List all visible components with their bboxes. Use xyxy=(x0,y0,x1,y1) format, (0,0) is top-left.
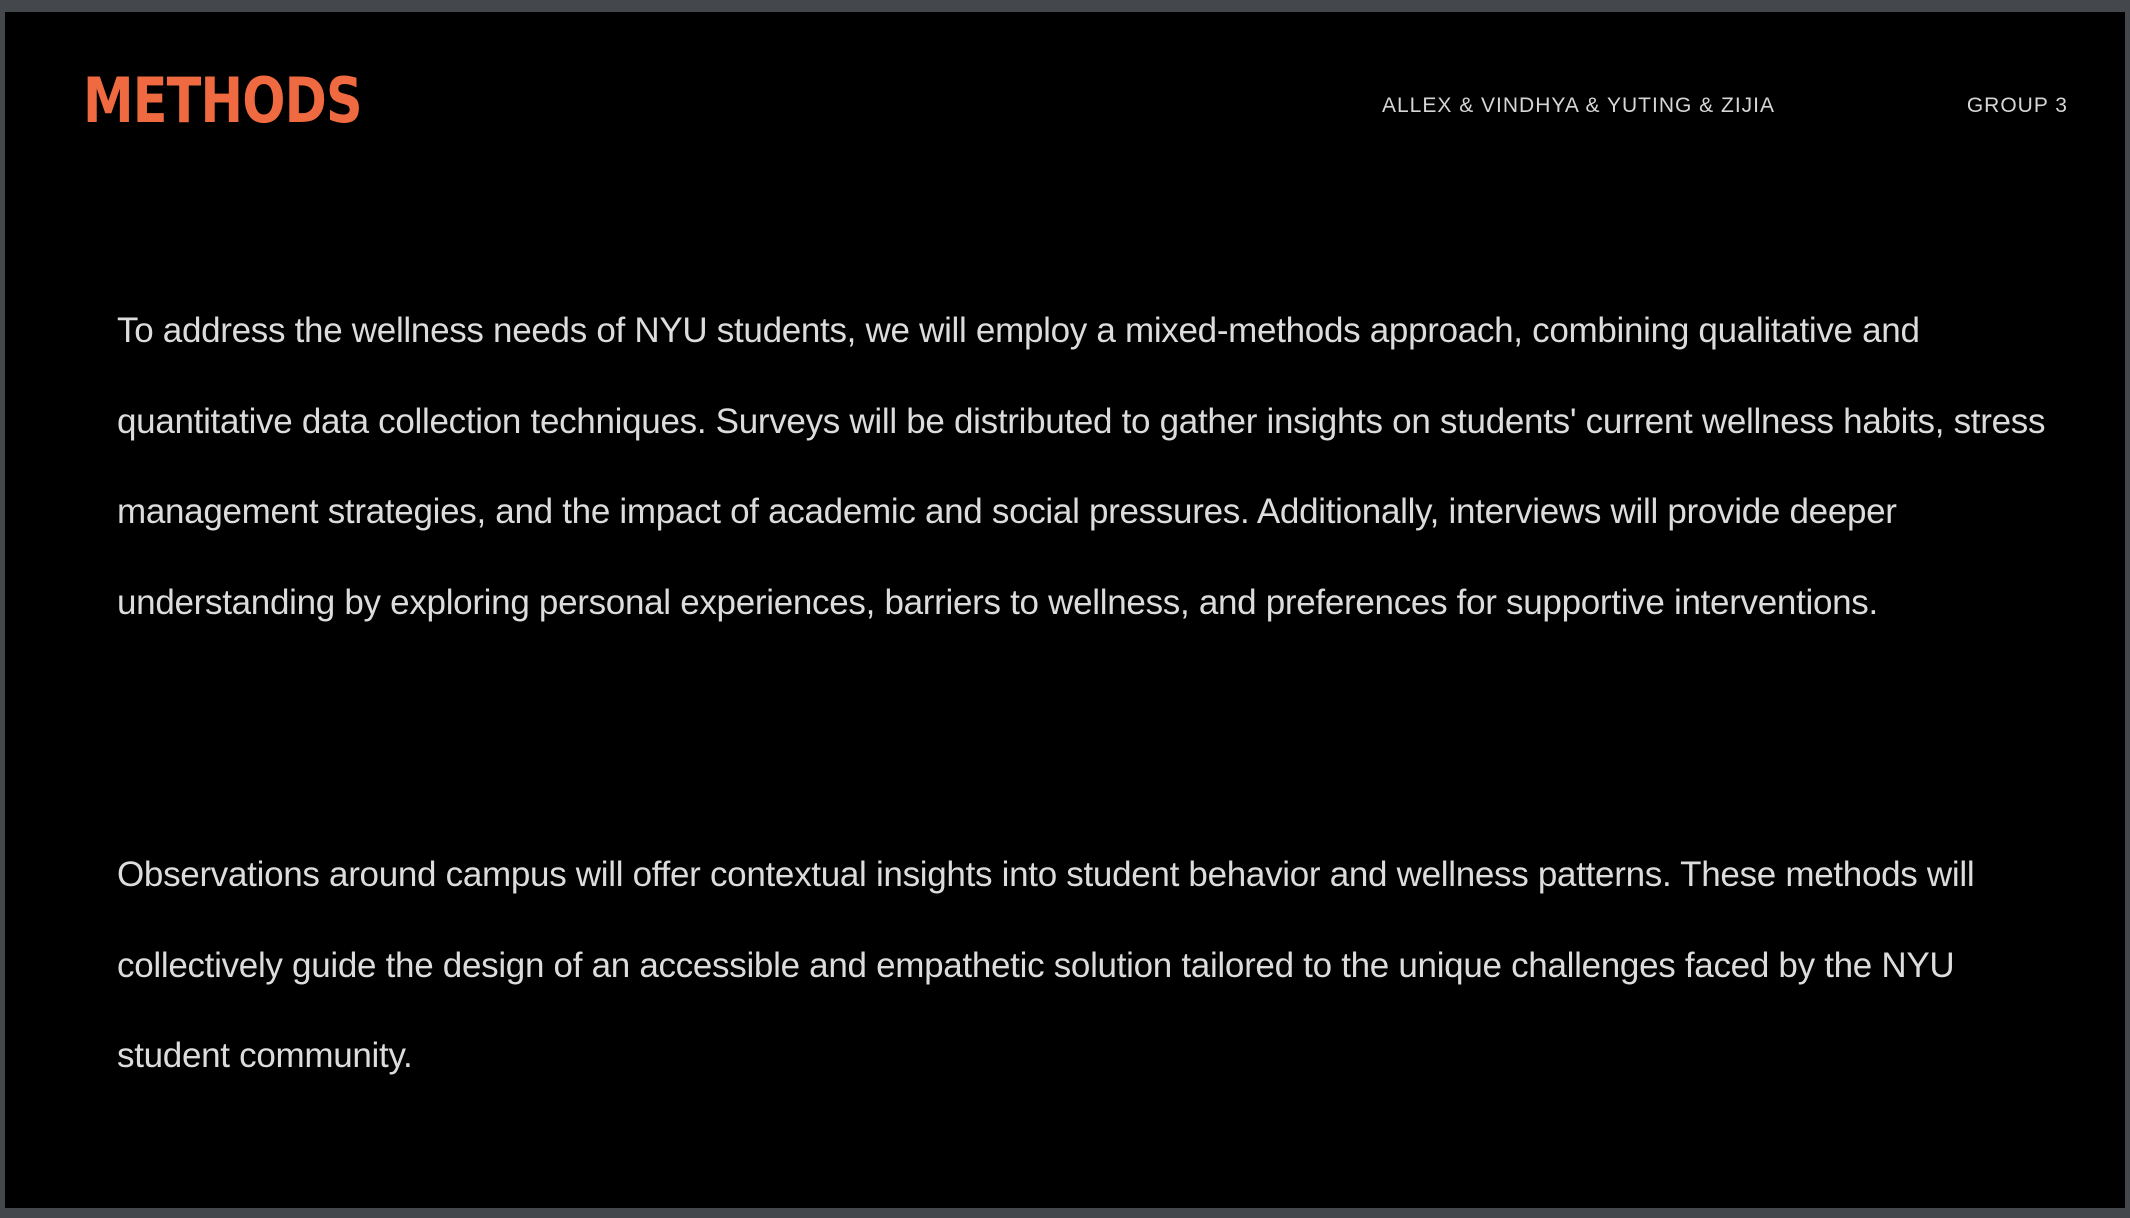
group-label: GROUP 3 xyxy=(1966,94,2068,117)
body-paragraph-2: Observations around campus will offer contextual insights into student behavior and wellness patterns. These methods will collectively guide the design of an accessible and empathetic solution tailored to the unique challenges faced by the NYU student community. xyxy=(117,855,1975,1075)
authors-label: ALLEX & VINDHYA & YUTING & ZIJIA xyxy=(1382,94,1775,117)
slide-title: METHODS xyxy=(83,64,362,137)
body-paragraph-1: To address the wellness needs of NYU students, we will employ a mixed-methods approach, combining qualitative and quantitative data collection techniques. Surveys will be distributed to gather insights on students' current wellness habits, stress management strategies, and the impact of academic and social pressures. Additionally, interviews will provide deeper understanding by exploring personal experiences, barriers to wellness, and preferences for supportive interventions. xyxy=(117,311,2046,622)
slide xyxy=(5,12,2125,1208)
